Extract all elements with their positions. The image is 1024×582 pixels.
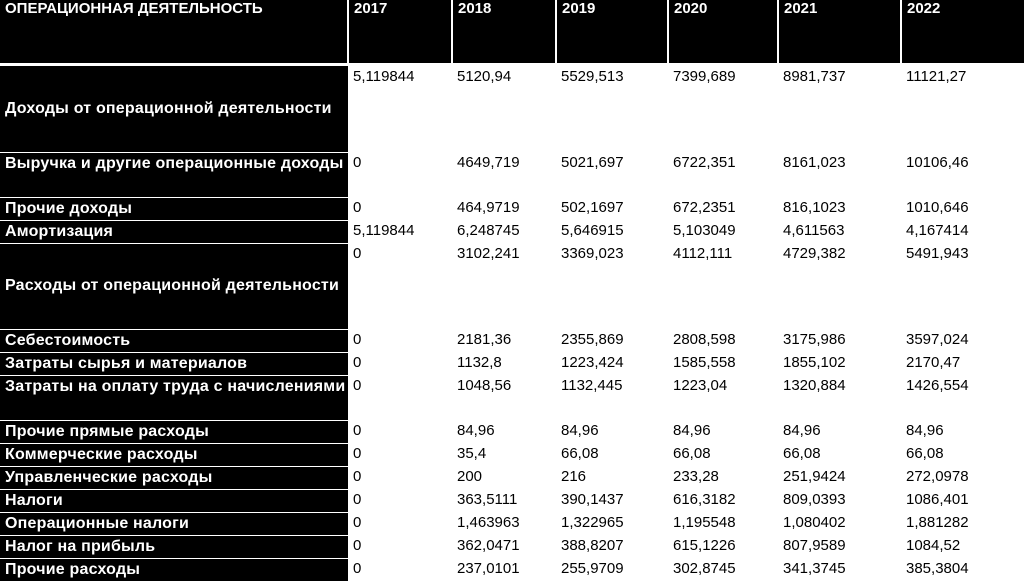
cell-value: 1132,8: [457, 354, 502, 371]
table-row: [0, 152, 1024, 197]
cell-value: 8981,737: [783, 68, 846, 85]
row-label: Амортизация: [0, 220, 348, 243]
cell-value: 1585,558: [673, 354, 736, 371]
row-label: Затраты на оплату труда с начислениями: [0, 375, 348, 420]
cell-value: 35,4: [457, 445, 487, 462]
year-header-2019: 2019: [556, 0, 668, 63]
cell-value: 4729,382: [783, 245, 846, 262]
cell-value: 809,0393: [783, 491, 846, 508]
year-header-2018: 2018: [452, 0, 556, 63]
cell-value: 0: [353, 537, 362, 554]
table-row: [0, 352, 1024, 375]
cell-value: 7399,689: [673, 68, 736, 85]
header-row: [0, 0, 1024, 63]
cell-value: 672,2351: [673, 199, 736, 216]
cell-value: 390,1437: [561, 491, 624, 508]
cell-value: 272,0978: [906, 468, 969, 485]
cell-value: 341,3745: [783, 560, 846, 577]
cell-value: 66,08: [783, 445, 821, 462]
table-row: [0, 220, 1024, 243]
table-title: ОПЕРАЦИОННАЯ ДЕЯТЕЛЬНОСТЬ: [0, 0, 348, 63]
cell-value: 363,5111: [457, 491, 518, 508]
cell-value: 1320,884: [783, 377, 846, 394]
row-label: Коммерческие расходы: [0, 443, 348, 466]
cell-value: 5,103049: [673, 222, 736, 239]
cell-value: 0: [353, 468, 362, 485]
year-header-2020: 2020: [668, 0, 778, 63]
cell-value: 0: [353, 154, 362, 171]
cell-value: 0: [353, 514, 362, 531]
table-row: [0, 66, 1024, 152]
cell-value: 0: [353, 445, 362, 462]
cell-value: 6,248745: [457, 222, 520, 239]
cell-value: 302,8745: [673, 560, 736, 577]
row-label: Прочие расходы: [0, 558, 348, 581]
year-header-2017: 2017: [348, 0, 452, 63]
cell-value: 84,96: [906, 422, 944, 439]
cell-value: 2808,598: [673, 331, 736, 348]
cell-value: 807,9589: [783, 537, 846, 554]
cell-value: 84,96: [457, 422, 495, 439]
table-row: [0, 535, 1024, 558]
cell-value: 84,96: [561, 422, 599, 439]
cell-value: 2181,36: [457, 331, 512, 348]
table-row: [0, 197, 1024, 220]
cell-value: 816,1023: [783, 199, 846, 216]
cell-value: 4112,111: [673, 245, 733, 262]
row-label: Прочие прямые расходы: [0, 420, 348, 443]
row-label: Себестоимость: [0, 329, 348, 352]
row-label: Операционные налоги: [0, 512, 348, 535]
cell-value: 200: [457, 468, 483, 485]
cell-value: 0: [353, 354, 362, 371]
cell-value: 5491,943: [906, 245, 969, 262]
cell-value: 1132,445: [561, 377, 623, 394]
cell-value: 1,195548: [673, 514, 736, 531]
cell-value: 4,611563: [783, 222, 845, 239]
cell-value: 0: [353, 377, 362, 394]
cell-value: 464,9719: [457, 199, 520, 216]
row-label: Выручка и другие операционные доходы: [0, 152, 348, 197]
cell-value: 5,646915: [561, 222, 624, 239]
cell-value: 5529,513: [561, 68, 624, 85]
table-row: [0, 558, 1024, 581]
cell-value: 1086,401: [906, 491, 969, 508]
cell-value: 1048,56: [457, 377, 512, 394]
cell-value: 1223,424: [561, 354, 624, 371]
row-label: Управленческие расходы: [0, 466, 348, 489]
cell-value: 4,167414: [906, 222, 969, 239]
cell-value: 5120,94: [457, 68, 512, 85]
cell-value: 1426,554: [906, 377, 969, 394]
table-row: [0, 375, 1024, 420]
row-label: Прочие доходы: [0, 197, 348, 220]
cell-value: 237,0101: [457, 560, 520, 577]
cell-value: 385,3804: [906, 560, 969, 577]
cell-value: 362,0471: [457, 537, 520, 554]
cell-value: 3175,986: [783, 331, 846, 348]
cell-value: 233,28: [673, 468, 719, 485]
table-row: [0, 489, 1024, 512]
cell-value: 502,1697: [561, 199, 624, 216]
cell-value: 0: [353, 491, 362, 508]
cell-value: 5,119844: [353, 222, 415, 239]
row-label: Налоги: [0, 489, 348, 512]
cell-value: 216: [561, 468, 587, 485]
cell-value: 0: [353, 199, 362, 216]
year-header-2022: 2022: [901, 0, 1024, 63]
cell-value: 1010,646: [906, 199, 969, 216]
table-row: [0, 243, 1024, 329]
row-label: Налог на прибыль: [0, 535, 348, 558]
cell-value: 66,08: [906, 445, 944, 462]
cell-value: 66,08: [561, 445, 599, 462]
cell-value: 2355,869: [561, 331, 624, 348]
cell-value: 1084,52: [906, 537, 961, 554]
cell-value: 3597,024: [906, 331, 969, 348]
cell-value: 1223,04: [673, 377, 728, 394]
cell-value: 0: [353, 245, 362, 262]
row-label: Доходы от операционной деятельности: [0, 66, 348, 152]
cell-value: 0: [353, 331, 362, 348]
cell-value: 84,96: [673, 422, 711, 439]
table-row: [0, 512, 1024, 535]
cell-value: 1,080402: [783, 514, 846, 531]
cell-value: 10106,46: [906, 154, 969, 171]
cell-value: 66,08: [673, 445, 711, 462]
table-row: [0, 466, 1024, 489]
table-row: [0, 443, 1024, 466]
cell-value: 4649,719: [457, 154, 520, 171]
row-label: Затраты сырья и материалов: [0, 352, 348, 375]
cell-value: 0: [353, 560, 362, 577]
cell-value: 3369,023: [561, 245, 624, 262]
cell-value: 616,3182: [673, 491, 736, 508]
cell-value: 255,9709: [561, 560, 624, 577]
cell-value: 1,463963: [457, 514, 520, 531]
cell-value: 84,96: [783, 422, 821, 439]
cell-value: 3102,241: [457, 245, 520, 262]
table-row: [0, 329, 1024, 352]
cell-value: 1855,102: [783, 354, 846, 371]
cell-value: 1,322965: [561, 514, 624, 531]
cell-value: 5,119844: [353, 68, 415, 85]
cell-value: 6722,351: [673, 154, 736, 171]
cell-value: 388,8207: [561, 537, 624, 554]
row-label: Расходы от операционной деятельности: [0, 243, 348, 329]
cell-value: 11121,27: [906, 68, 967, 85]
cell-value: 615,1226: [673, 537, 736, 554]
year-header-2021: 2021: [778, 0, 901, 63]
cell-value: 2170,47: [906, 354, 961, 371]
table-row: [0, 420, 1024, 443]
cell-value: 0: [353, 422, 362, 439]
cell-value: 1,881282: [906, 514, 969, 531]
cell-value: 251,9424: [783, 468, 846, 485]
cell-value: 8161,023: [783, 154, 846, 171]
cell-value: 5021,697: [561, 154, 624, 171]
